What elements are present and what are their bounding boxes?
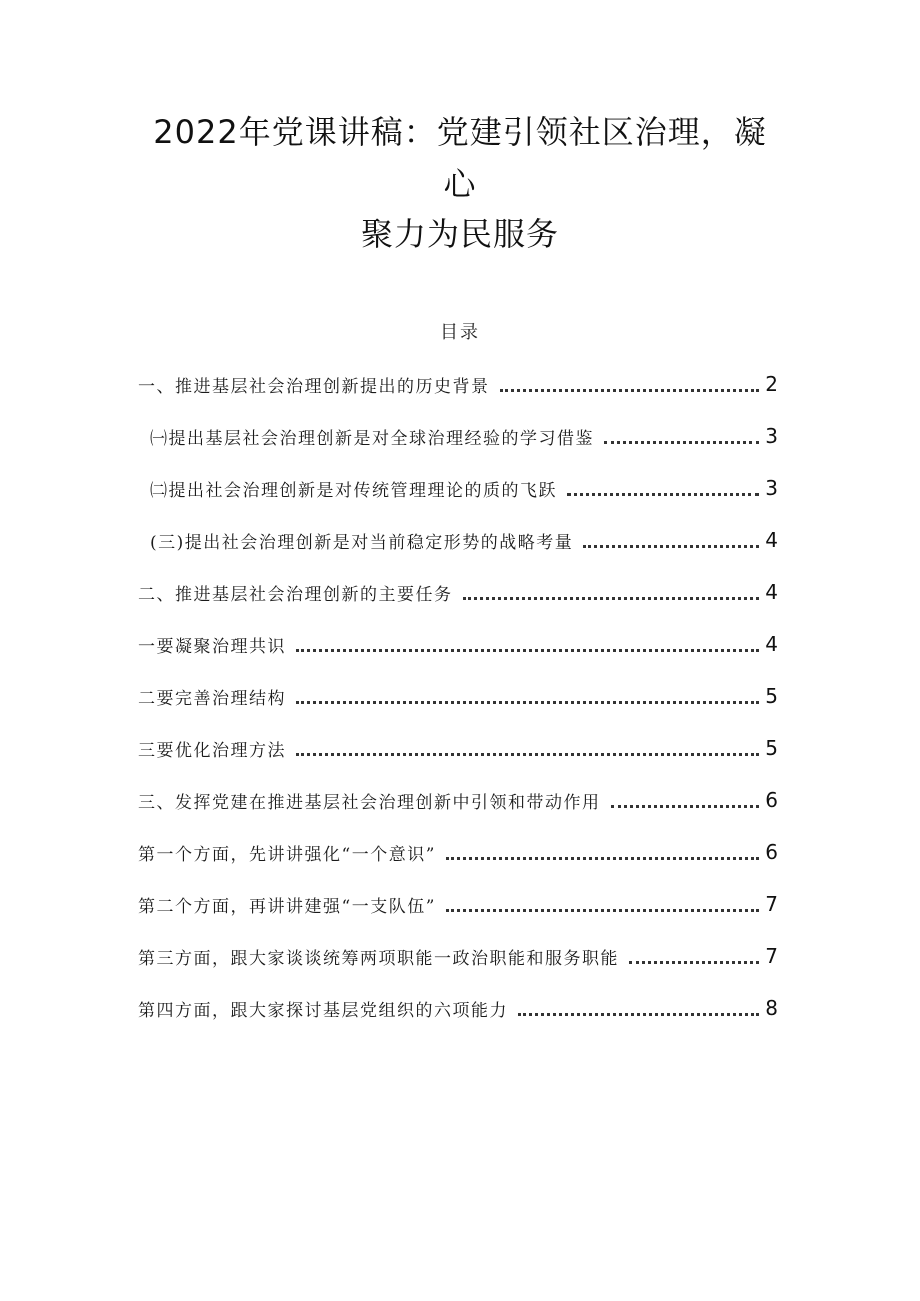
toc-leader-dots	[446, 857, 759, 860]
toc-leader-dots	[567, 493, 759, 496]
toc-leader-dots	[583, 545, 759, 548]
toc-entry-page: 2	[765, 372, 778, 396]
toc-entry[interactable]	[138, 730, 778, 766]
document-title-line-1: 2022年党课讲稿：党建引领社区治理，凝	[153, 113, 767, 151]
toc-entry-page: 5	[765, 736, 778, 760]
toc-entry-text: 二、推进基层社会治理创新的主要任务	[138, 584, 453, 605]
toc-entry[interactable]	[138, 574, 778, 610]
toc-entry-page: 6	[765, 840, 778, 864]
toc-entry-text: ㈡提出社会治理创新是对传统管理理论的质的飞跃	[150, 480, 557, 501]
toc-leader-dots	[296, 753, 759, 756]
toc-entry[interactable]	[138, 470, 778, 506]
toc-entry-page: 4	[765, 580, 778, 604]
toc-leader-dots	[604, 441, 759, 444]
toc-leader-dots	[629, 961, 759, 964]
toc-entry[interactable]	[138, 522, 778, 558]
toc-entry[interactable]	[138, 418, 778, 454]
toc-heading: 目录	[440, 322, 480, 343]
toc-entry[interactable]	[138, 782, 778, 818]
toc-entry[interactable]	[138, 678, 778, 714]
toc-entry-page: 7	[765, 892, 778, 916]
toc-entry-page: 3	[765, 424, 778, 448]
toc-entry-page: 6	[765, 788, 778, 812]
toc-entry-page: 7	[765, 944, 778, 968]
toc-entry-page: 3	[765, 476, 778, 500]
toc-entry[interactable]	[138, 626, 778, 662]
toc-entry-page: 5	[765, 684, 778, 708]
toc-entry-text: 三、发挥党建在推进基层社会治理创新中引领和带动作用	[138, 792, 601, 813]
toc-entry-text: 三要优化治理方法	[138, 740, 286, 761]
toc-entry-text: 一要凝聚治理共识	[138, 636, 286, 657]
toc-entry[interactable]	[138, 938, 778, 974]
toc-leader-dots	[446, 909, 759, 912]
toc-entry-text: 第二个方面，再讲讲建强“一支队伍”	[138, 896, 436, 917]
toc-entry-text: 第四方面，跟大家探讨基层党组织的六项能力	[138, 1000, 508, 1021]
toc-leader-dots	[296, 701, 759, 704]
toc-entry[interactable]	[138, 366, 778, 402]
toc-entry-text: 第三方面，跟大家谈谈统筹两项职能一政治职能和服务职能	[138, 948, 619, 969]
toc-entry-page: 8	[765, 996, 778, 1020]
toc-entry[interactable]	[138, 990, 778, 1026]
toc-entry-text: 一、推进基层社会治理创新提出的历史背景	[138, 376, 490, 397]
toc-entry-text: (三)提出社会治理创新是对当前稳定形势的战略考量	[150, 532, 574, 553]
toc-leader-dots	[518, 1013, 759, 1016]
toc-entry-text: 二要完善治理结构	[138, 688, 286, 709]
toc-entry-page: 4	[765, 528, 778, 552]
toc-entry[interactable]	[138, 886, 778, 922]
toc-leader-dots	[296, 649, 759, 652]
toc-entry-text: 第一个方面，先讲讲强化“一个意识”	[138, 844, 436, 865]
toc-leader-dots	[463, 597, 760, 600]
toc-entry-text: ㈠提出基层社会治理创新是对全球治理经验的学习借鉴	[150, 428, 594, 449]
toc-leader-dots	[500, 389, 760, 392]
document-title-line-3: 聚力为民服务	[360, 215, 559, 253]
document-title-line-2: 心	[443, 165, 477, 203]
toc-entry-page: 4	[765, 632, 778, 656]
toc-leader-dots	[611, 805, 760, 808]
toc-entry[interactable]	[138, 834, 778, 870]
